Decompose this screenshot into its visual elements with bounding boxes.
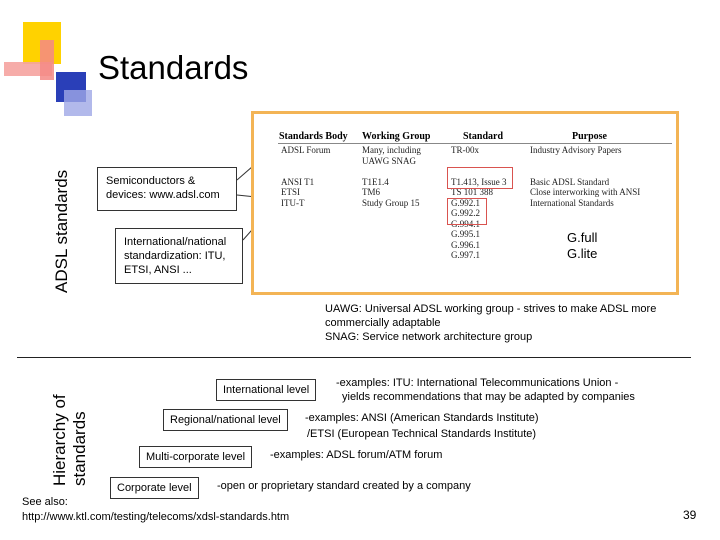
level-multi-corporate: Multi-corporate level	[139, 446, 252, 468]
col-standards-body: ADSL Forum ANSI T1 ETSI ITU-T	[281, 145, 331, 208]
level-regional-desc2: /ETSI (European Technical Standards Institute)	[307, 428, 537, 440]
highlight-g992	[447, 198, 487, 225]
header-working-group-text: Working Group	[362, 131, 431, 142]
header-standards-body	[279, 131, 348, 142]
header-standard-text: Standard	[463, 131, 504, 142]
page-number: 39	[683, 508, 697, 522]
level-international-desc2: yields recommendations that may be adapted by companies	[342, 391, 635, 403]
table-header-rule	[278, 143, 672, 144]
uawg-note-line2: commercially adaptable	[325, 317, 441, 329]
col-standard: TR-00x T1.413, Issue 3 TS 101 388 G.992.1 G.992.2 G.994.1 G.995.1 G.996.1 G.997.1	[451, 145, 507, 260]
see-also-label: See also:	[22, 496, 68, 508]
glite-label: G.lite	[567, 246, 598, 261]
snag-note: SNAG: Service network architecture group	[325, 331, 533, 343]
header-purpose	[572, 131, 607, 142]
level-corporate-desc: -open or proprietary standard created by a company	[217, 480, 471, 492]
page-title: Standards	[98, 49, 249, 86]
header-purpose-text: Purpose	[572, 131, 607, 142]
level-international: International level	[216, 379, 316, 401]
side-label-adsl: ADSL standards	[52, 169, 71, 293]
see-also-link[interactable]: http://www.ktl.com/testing/telecoms/xdsl-standards.htm	[22, 511, 290, 523]
col-purpose: Industry Advisory Papers Basic ADSL Standard Close interworking with ANSI International Standards	[530, 145, 641, 208]
highlight-t1413	[447, 167, 513, 189]
header-standards-body-text: Standards Body	[279, 131, 348, 142]
level-regional: Regional/national level	[163, 409, 288, 431]
uawg-note-line1: UAWG: Universal ADSL working group - strives to make ADSL more	[325, 303, 657, 315]
level-regional-desc1: -examples: ANSI (American Standards Institute)	[305, 412, 539, 424]
header-working-group	[362, 131, 430, 142]
header-standard	[463, 131, 503, 142]
level-corporate: Corporate level	[110, 477, 199, 499]
side-label-hierarchy-text: Hierarchy of standards	[50, 394, 89, 486]
gfull-label: G.full	[567, 230, 598, 245]
col-working-group: Many, including UAWG SNAG T1E1.4 TM6 Study Group 15	[362, 145, 421, 208]
international-text: International/national standardization: ITU, ETSI, ANSI ...	[124, 236, 227, 276]
level-multi-corporate-desc: -examples: ADSL forum/ATM forum	[270, 449, 443, 461]
level-international-desc1: -examples: ITU: International Telecommunications Union -	[336, 377, 619, 389]
semiconductors-text: Semiconductors & devices: www.adsl.com	[106, 175, 220, 201]
